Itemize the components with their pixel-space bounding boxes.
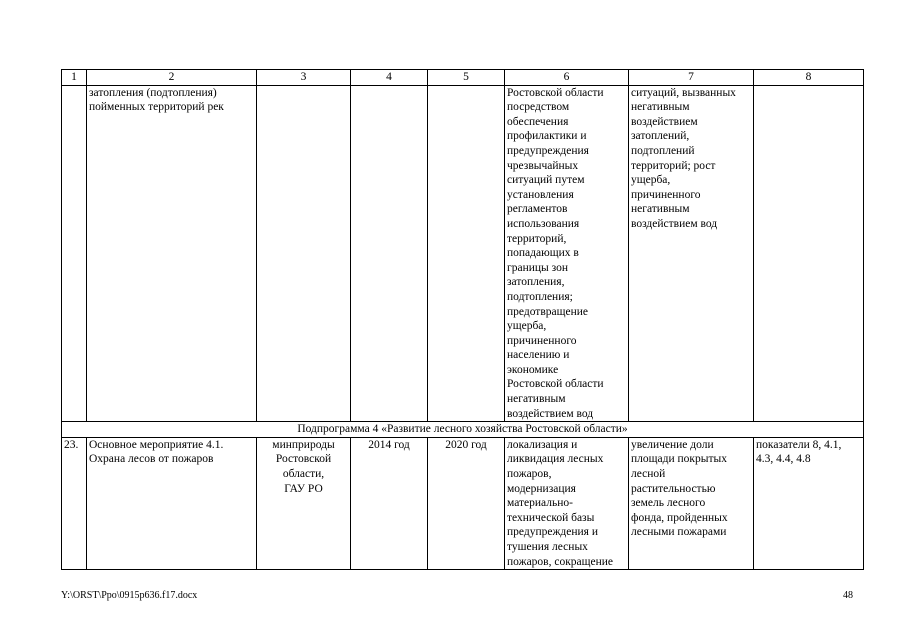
cell-consequences: увеличение доли площади покрытых лесной растительностью земель лесного фонда, пройденных лесными пожарами (629, 437, 754, 569)
column-number: 8 (754, 70, 864, 86)
column-number: 7 (629, 70, 754, 86)
cell-activity: Основное мероприятие 4.1. Охрана лесов от пожаров (87, 437, 257, 569)
column-number: 6 (505, 70, 629, 86)
table-row-23 (62, 437, 864, 569)
column-number: 3 (257, 70, 351, 86)
column-number-row (62, 70, 864, 86)
subprogram-row (62, 422, 864, 438)
column-number: 4 (351, 70, 428, 86)
cell-number (62, 85, 87, 422)
column-number: 5 (428, 70, 505, 86)
subprogram-title: Подпрограмма 4 «Развитие лесного хозяйства Ростовской области» (62, 422, 864, 438)
cell-executor: минприроды Ростовской области, ГАУ РО (257, 437, 351, 569)
cell-start-year: 2014 год (351, 437, 428, 569)
cell-indicators (754, 85, 864, 422)
cell-indicators: показатели 8, 4.1, 4.3, 4.4, 4.8 (754, 437, 864, 569)
cell-end-year (428, 85, 505, 422)
column-number: 1 (62, 70, 87, 86)
cell-consequences: ситуаций, вызванных негативным воздействием затоплений, подтоплений территорий; рост ущерба, причиненного негативным воздействием вод (629, 85, 754, 422)
column-number: 2 (87, 70, 257, 86)
cell-executor (257, 85, 351, 422)
footer-file-path: Y:\ORST\Ppo\0915p636.f17.docx (61, 590, 198, 601)
page-number: 48 (843, 590, 853, 601)
table-row-continuation (62, 85, 864, 422)
program-table (61, 69, 864, 570)
cell-expected-result: Ростовской области посредством обеспечения профилактики и предупреждения чрезвычайных ситуаций путем установления регламентов использования территорий, попадающих в границы зон затопления, подтопления; предотвращение ущерба, причиненного населению и экономике Ростовской области негативным воздействием вод (505, 85, 629, 422)
cell-expected-result: локализация и ликвидация лесных пожаров, модернизация материально- технической базы предупреждения и тушения лесных пожаров, сокращение (505, 437, 629, 569)
cell-end-year: 2020 год (428, 437, 505, 569)
cell-number: 23. (62, 437, 87, 569)
cell-start-year (351, 85, 428, 422)
cell-activity: затопления (подтопления) пойменных территорий рек (87, 85, 257, 422)
